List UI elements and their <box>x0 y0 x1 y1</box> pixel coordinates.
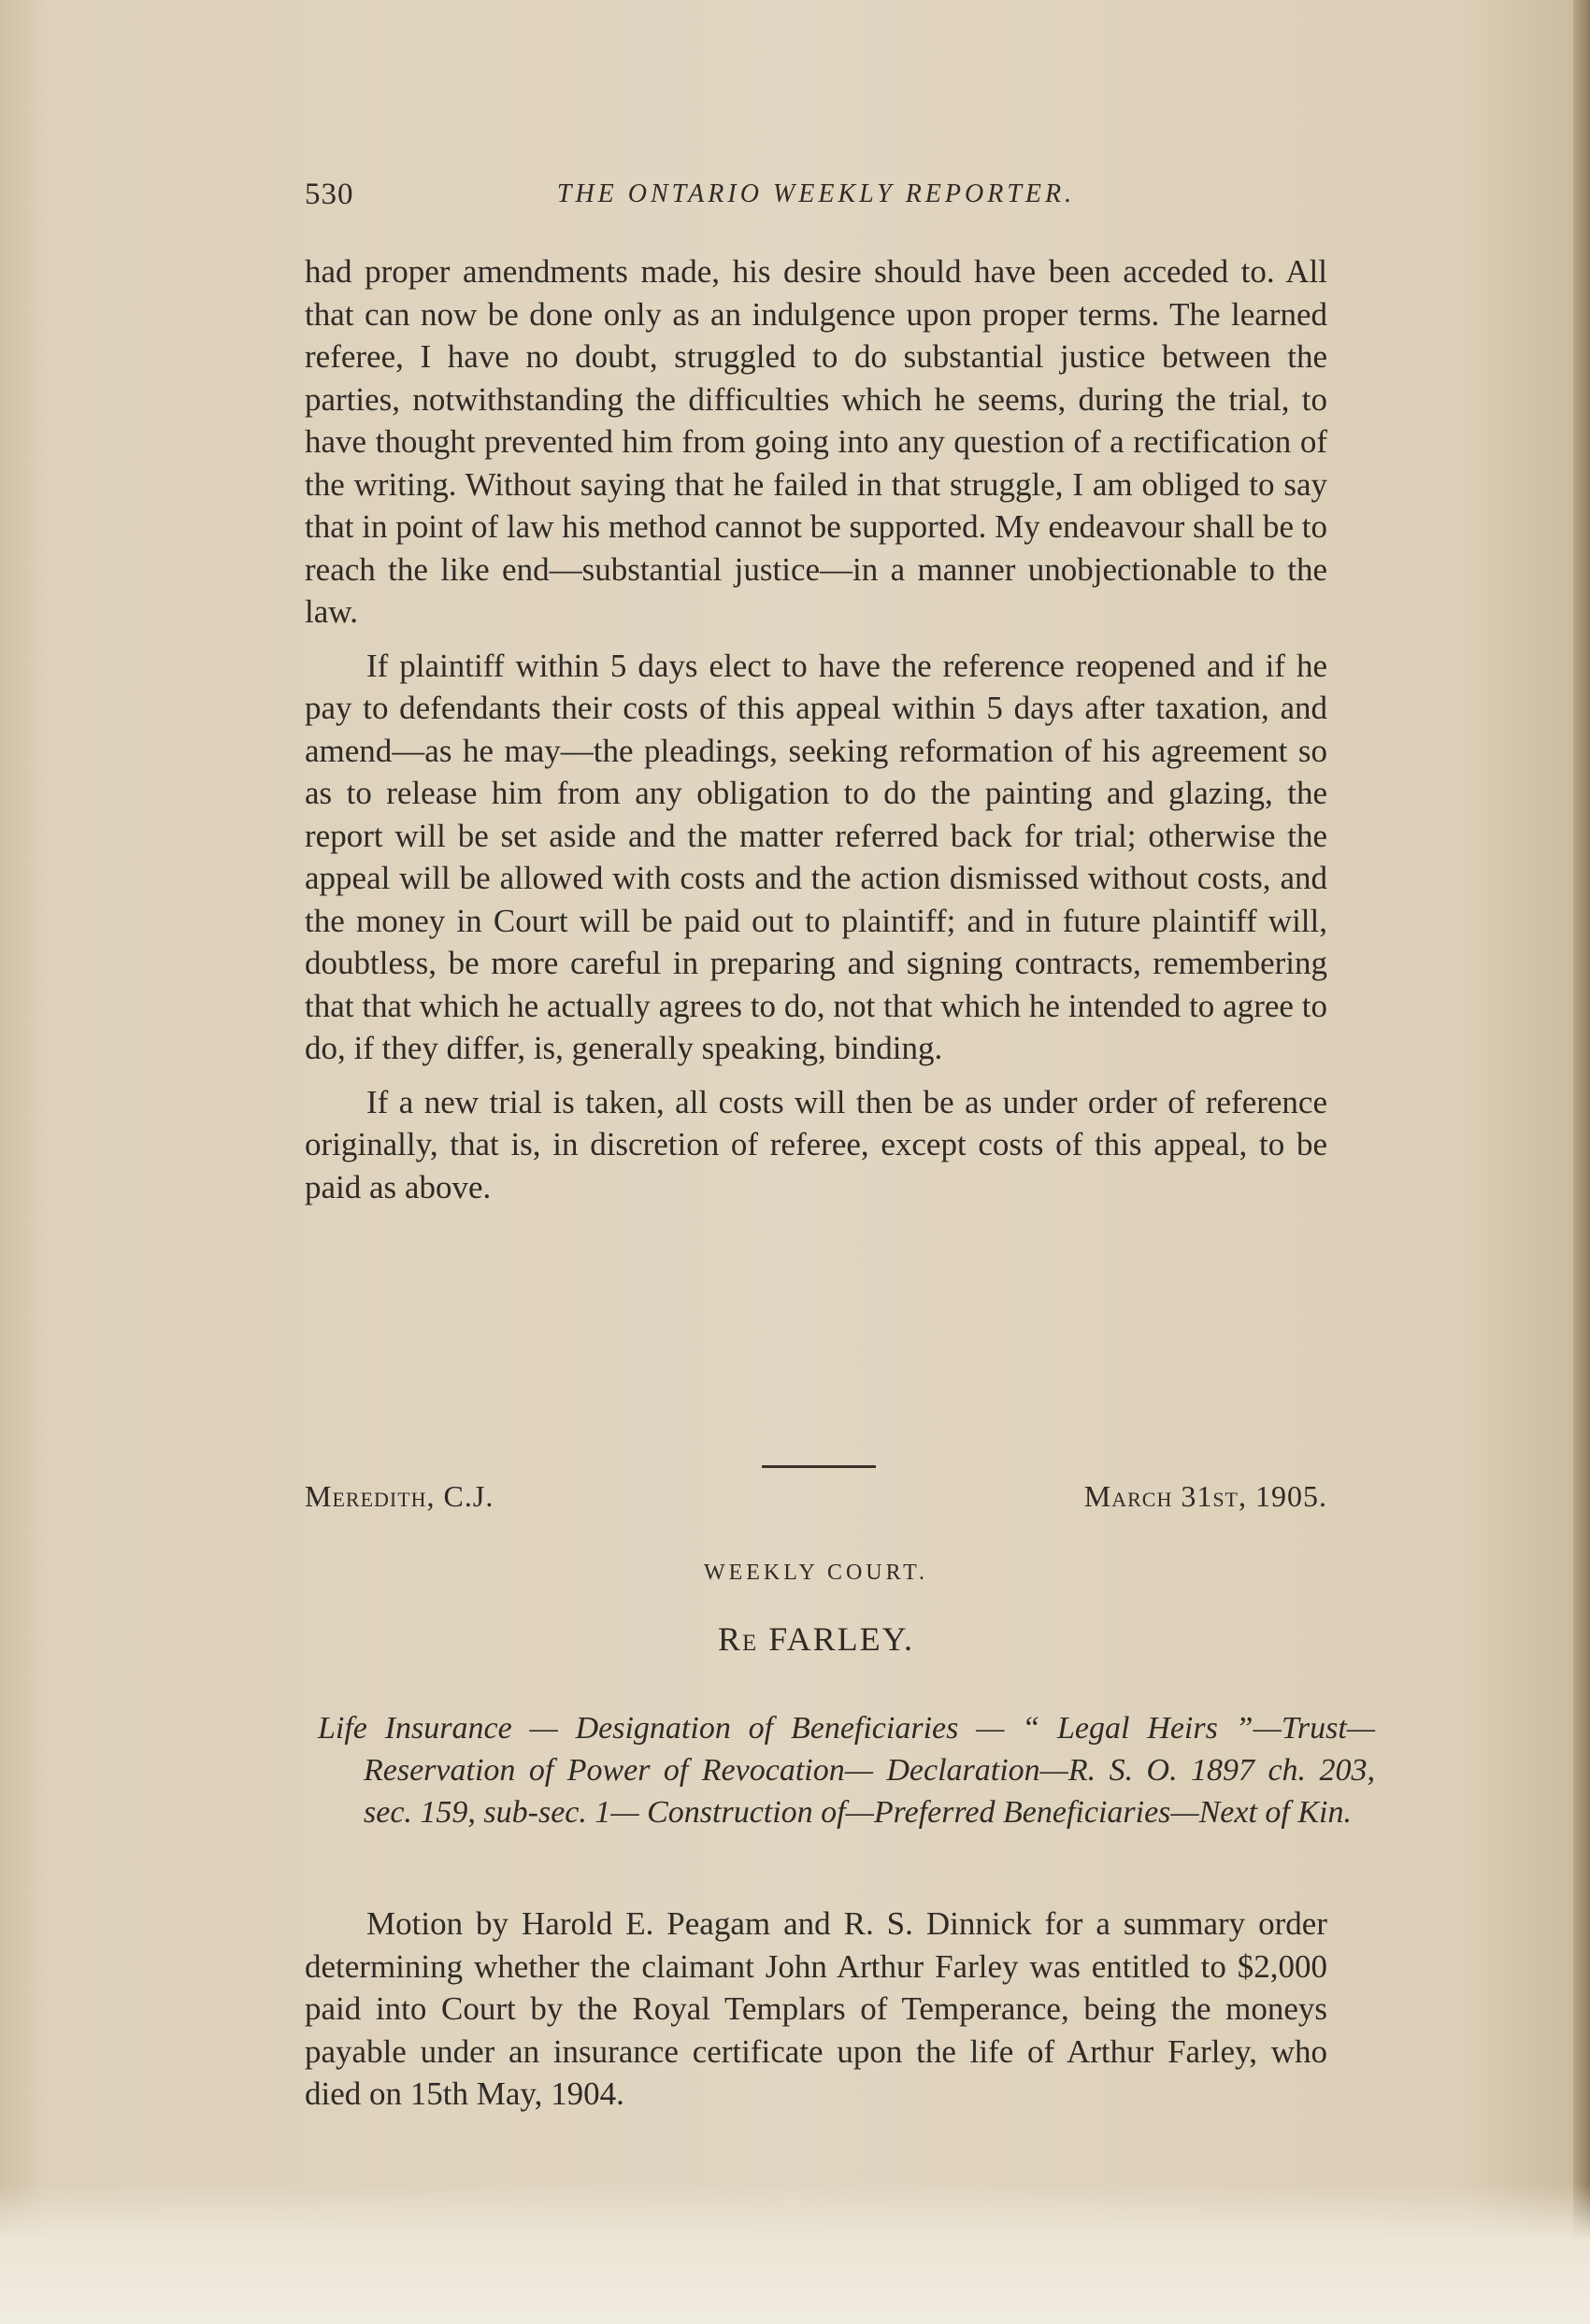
paragraph-continuation: had proper amendments made, his desire should have been acceded to. All that can now be done only as an indulgence upon proper terms. The learned referee, I have no doubt, struggled to do substantial justice between the parties, notwithstanding the difficulties which he seems, during the trial, to have thought prevented him from going into any question of a rectification of the writing. Without saying that he failed in that struggle, I am obliged to say that in point of law his method cannot be supported. My endeavour shall be to reach the like end—substantial justice—in a manner unobjectionable to the law. <box>305 253 1327 630</box>
judge-name: Meredith, C.J. <box>305 1479 494 1513</box>
running-title: THE ONTARIO WEEKLY REPORTER. <box>556 179 1076 208</box>
judgment-date: March 31st, 1905. <box>1083 1479 1327 1513</box>
paragraph-order: If plaintiff within 5 days elect to have the reference reopened and if he pay to defendants their costs of this appeal within 5 days after taxation, and amend—as he may—the pleadings, seeking reformation of his agreement so as to release him from any obligation to do the painting and glazing, the report will be set aside and the matter referred back for trial; otherwise the appeal will be allowed with costs and the action dismissed without costs, and the money in Court will be paid out to plaintiff; and in future plaintiff will, doubtless, be more careful in preparing and signing contracts, remembering that that which he actually agrees to do, not that which he intended to agree to do, if they differ, is, generally speaking, binding. <box>305 647 1327 1066</box>
page-spine-shadow <box>1573 0 1590 2324</box>
motion-section <box>305 1903 1327 2116</box>
motion-paragraph: Motion by Harold E. Peagam and R. S. Dinnick for a summary order determining whether the claimant John Arthur Farley was entitled to $2,000 paid into Court by the Royal Templars of Temperance, being the moneys payable under an insurance certificate upon the life of Arthur Farley, who died on 15th May, 1904. <box>305 1905 1327 2112</box>
section-divider <box>762 1465 876 1468</box>
court-name: WEEKLY COURT. <box>703 1561 929 1585</box>
case-title: Re FARLEY. <box>718 1620 914 1658</box>
judgment-text <box>305 250 1327 1208</box>
paragraph-costs: If a new trial is taken, all costs will then be as under order of reference originally, that is, in discretion of referee, except costs of this appeal, to be paid as above. <box>305 1083 1327 1205</box>
case-judge-date-line <box>305 1479 1327 1526</box>
headnote: Life Insurance — Designation of Beneficiaries — “ Legal Heirs ”—Trust—Reservation of Power of Revocation— Declaration—R. S. O. 1897 ch. 203, sec. 159, sub-sec. 1— Construction of—Preferred Beneficiaries—Next of Kin. <box>318 1711 1375 1830</box>
page-bottom-fade <box>0 2184 1590 2324</box>
page-number: 530 <box>305 178 354 211</box>
page-header <box>305 178 1327 224</box>
